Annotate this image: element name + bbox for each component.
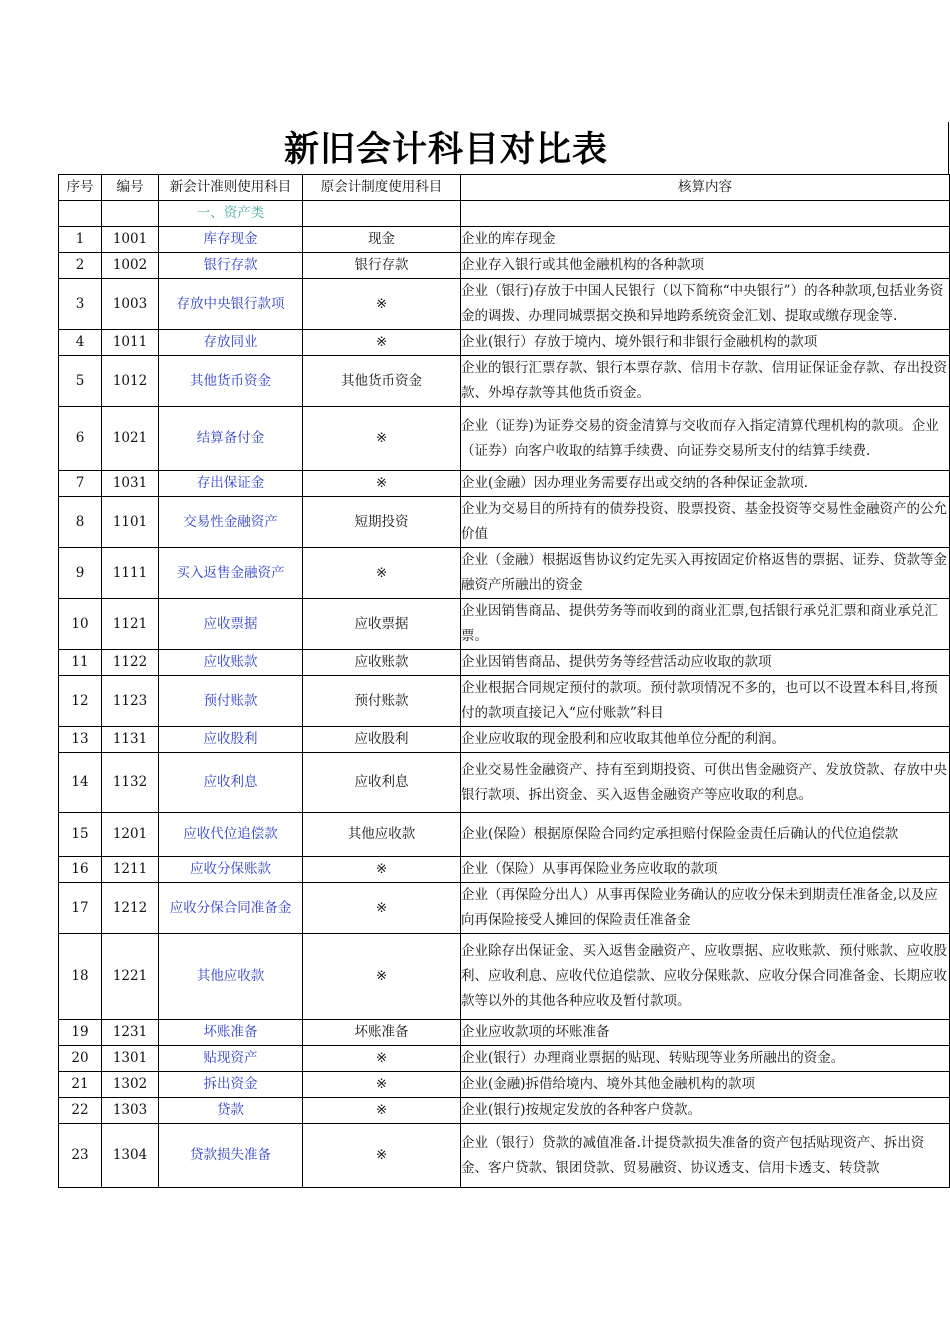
account-code: 1201 bbox=[102, 813, 159, 857]
account-content: 企业交易性金融资产、持有至到期投资、可供出售金融资产、发放贷款、存放中央银行款项、拆出资金、买入返售金融资产等应收取的利息。 bbox=[461, 753, 950, 813]
row-number: 2 bbox=[59, 253, 102, 279]
row-number: 13 bbox=[59, 727, 102, 753]
account-content: 企业(金融)拆借给境内、境外其他金融机构的款项 bbox=[461, 1072, 950, 1098]
new-account-name: 应收账款 bbox=[159, 650, 303, 676]
account-code: 1002 bbox=[102, 253, 159, 279]
account-content: 企业的银行汇票存款、银行本票存款、信用卡存款、信用证保证金存款、存出投资款、外埠存款等其他货币资金。 bbox=[461, 356, 950, 407]
account-content: 企业（保险）从事再保险业务应收取的款项 bbox=[461, 857, 950, 883]
table-row bbox=[59, 727, 950, 753]
row-number: 23 bbox=[59, 1124, 102, 1188]
table-row bbox=[59, 497, 950, 548]
account-code: 1101 bbox=[102, 497, 159, 548]
old-account-name: 应收票据 bbox=[303, 599, 461, 650]
account-code: 1031 bbox=[102, 471, 159, 497]
new-account-name: 买入返售金融资产 bbox=[159, 548, 303, 599]
table-row bbox=[59, 934, 950, 1020]
row-number: 19 bbox=[59, 1020, 102, 1046]
row-number: 9 bbox=[59, 548, 102, 599]
new-account-name: 应收利息 bbox=[159, 753, 303, 813]
table-row bbox=[59, 753, 950, 813]
row-number: 12 bbox=[59, 676, 102, 727]
account-content: 企业（金融）根据返售协议约定先买入再按固定价格返售的票据、证券、贷款等金融资产所融出的资金 bbox=[461, 548, 950, 599]
account-code: 1001 bbox=[102, 227, 159, 253]
row-number: 14 bbox=[59, 753, 102, 813]
account-content: 企业(银行)按规定发放的各种客户贷款。 bbox=[461, 1098, 950, 1124]
account-code: 1003 bbox=[102, 279, 159, 330]
account-code: 1122 bbox=[102, 650, 159, 676]
table-row bbox=[59, 1072, 950, 1098]
old-account-name: 其他货币资金 bbox=[303, 356, 461, 407]
new-account-name: 存放同业 bbox=[159, 330, 303, 356]
old-account-name: 银行存款 bbox=[303, 253, 461, 279]
account-content: 企业为交易目的所持有的债券投资、股票投资、基金投资等交易性金融资产的公允价值 bbox=[461, 497, 950, 548]
new-account-name: 拆出资金 bbox=[159, 1072, 303, 1098]
old-account-name: ※ bbox=[303, 330, 461, 356]
account-code: 1011 bbox=[102, 330, 159, 356]
account-code: 1111 bbox=[102, 548, 159, 599]
old-account-name: 应收利息 bbox=[303, 753, 461, 813]
new-account-name: 贷款 bbox=[159, 1098, 303, 1124]
table-row bbox=[59, 1046, 950, 1072]
account-content: 企业应收款项的坏账准备 bbox=[461, 1020, 950, 1046]
account-code: 1231 bbox=[102, 1020, 159, 1046]
table-row bbox=[59, 599, 950, 650]
old-account-name: ※ bbox=[303, 471, 461, 497]
new-account-name: 库存现金 bbox=[159, 227, 303, 253]
new-account-name: 应收分保账款 bbox=[159, 857, 303, 883]
border-line bbox=[948, 122, 949, 174]
account-code: 1303 bbox=[102, 1098, 159, 1124]
new-account-name: 应收代位追偿款 bbox=[159, 813, 303, 857]
new-account-name: 其他应收款 bbox=[159, 934, 303, 1020]
account-code: 1123 bbox=[102, 676, 159, 727]
account-content: 企业(银行）办理商业票据的贴现、转贴现等业务所融出的资金。 bbox=[461, 1046, 950, 1072]
category-row bbox=[59, 201, 950, 227]
table-row bbox=[59, 356, 950, 407]
table-row bbox=[59, 1124, 950, 1188]
account-code: 1121 bbox=[102, 599, 159, 650]
old-account-name: 现金 bbox=[303, 227, 461, 253]
new-account-name: 贷款损失准备 bbox=[159, 1124, 303, 1188]
table-row bbox=[59, 330, 950, 356]
old-account-name: ※ bbox=[303, 279, 461, 330]
account-content: 企业根据合同规定预付的款项。预付款项情况不多的，也可以不设置本科目,将预付的款项直接记入“应付账款”科目 bbox=[461, 676, 950, 727]
row-number: 17 bbox=[59, 883, 102, 934]
row-number: 21 bbox=[59, 1072, 102, 1098]
table-row bbox=[59, 676, 950, 727]
account-code: 1302 bbox=[102, 1072, 159, 1098]
row-number: 22 bbox=[59, 1098, 102, 1124]
row-number: 5 bbox=[59, 356, 102, 407]
account-content: 企业（再保险分出人）从事再保险业务确认的应收分保未到期责任准备金,以及应向再保险接受人摊回的保险责任准备金 bbox=[461, 883, 950, 934]
row-number: 15 bbox=[59, 813, 102, 857]
new-account-name: 预付账款 bbox=[159, 676, 303, 727]
new-account-name: 应收票据 bbox=[159, 599, 303, 650]
table-row bbox=[59, 279, 950, 330]
old-account-name: ※ bbox=[303, 1098, 461, 1124]
new-account-name: 应收分保合同准备金 bbox=[159, 883, 303, 934]
row-number: 10 bbox=[59, 599, 102, 650]
new-account-name: 贴现资产 bbox=[159, 1046, 303, 1072]
account-code: 1304 bbox=[102, 1124, 159, 1188]
old-account-name: ※ bbox=[303, 934, 461, 1020]
account-code: 1021 bbox=[102, 407, 159, 471]
table-row bbox=[59, 1020, 950, 1046]
table-row bbox=[59, 857, 950, 883]
new-account-name: 存放中央银行款项 bbox=[159, 279, 303, 330]
new-account-name: 应收股利 bbox=[159, 727, 303, 753]
account-code: 1211 bbox=[102, 857, 159, 883]
old-account-name: ※ bbox=[303, 883, 461, 934]
category-label: 一、资产类 bbox=[159, 201, 303, 227]
row-number: 18 bbox=[59, 934, 102, 1020]
header-cell-content: 核算内容 bbox=[461, 175, 950, 201]
table-row bbox=[59, 650, 950, 676]
new-account-name: 银行存款 bbox=[159, 253, 303, 279]
account-content: 企业(保险）根据原保险合同约定承担赔付保险金责任后确认的代位追偿款 bbox=[461, 813, 950, 857]
account-content: 企业因销售商品、提供劳务等经营活动应收取的款项 bbox=[461, 650, 950, 676]
page-title: 新旧会计科目对比表 bbox=[284, 130, 609, 170]
table-row bbox=[59, 407, 950, 471]
account-content: 企业（证券)为证券交易的资金清算与交收而存入指定清算代理机构的款项。企业（证券）向客户收取的结算手续费、向证券交易所支付的结算手续费. bbox=[461, 407, 950, 471]
old-account-name: 应收股利 bbox=[303, 727, 461, 753]
table-row bbox=[59, 1098, 950, 1124]
old-account-name: 短期投资 bbox=[303, 497, 461, 548]
account-content: 企业(金融）因办理业务需要存出或交纳的各种保证金款项. bbox=[461, 471, 950, 497]
new-account-name: 结算备付金 bbox=[159, 407, 303, 471]
old-account-name: ※ bbox=[303, 1046, 461, 1072]
account-code: 1012 bbox=[102, 356, 159, 407]
row-number: 8 bbox=[59, 497, 102, 548]
old-account-name: 其他应收款 bbox=[303, 813, 461, 857]
old-account-name: 坏账准备 bbox=[303, 1020, 461, 1046]
table-row bbox=[59, 253, 950, 279]
table-row bbox=[59, 813, 950, 857]
account-code: 1301 bbox=[102, 1046, 159, 1072]
new-account-name: 交易性金融资产 bbox=[159, 497, 303, 548]
row-number: 1 bbox=[59, 227, 102, 253]
account-code: 1221 bbox=[102, 934, 159, 1020]
row-number: 16 bbox=[59, 857, 102, 883]
row-number: 11 bbox=[59, 650, 102, 676]
account-content: 企业（银行）贷款的减值准备.计提贷款损失准备的资产包括贴现资产、拆出资金、客户贷款、银团贷款、贸易融资、协议透支、信用卡透支、转贷款 bbox=[461, 1124, 950, 1188]
header-cell-new-account: 新会计准则使用科目 bbox=[159, 175, 303, 201]
old-account-name: 预付账款 bbox=[303, 676, 461, 727]
account-content: 企业应收取的现金股利和应收取其他单位分配的利润。 bbox=[461, 727, 950, 753]
old-account-name: ※ bbox=[303, 1072, 461, 1098]
table-row bbox=[59, 227, 950, 253]
row-number: 6 bbox=[59, 407, 102, 471]
account-content: 企业因销售商品、提供劳务等而收到的商业汇票,包括银行承兑汇票和商业承兑汇票。 bbox=[461, 599, 950, 650]
account-code: 1212 bbox=[102, 883, 159, 934]
account-content: 企业除存出保证金、买入返售金融资产、应收票据、应收账款、预付账款、应收股利、应收利息、应收代位追偿款、应收分保账款、应收分保合同准备金、长期应收款等以外的其他各种应收及暂付款项。 bbox=[461, 934, 950, 1020]
header-row bbox=[59, 175, 950, 201]
table-row bbox=[59, 883, 950, 934]
table-row bbox=[59, 548, 950, 599]
new-account-name: 其他货币资金 bbox=[159, 356, 303, 407]
old-account-name: ※ bbox=[303, 548, 461, 599]
old-account-name: ※ bbox=[303, 857, 461, 883]
row-number: 4 bbox=[59, 330, 102, 356]
row-number: 3 bbox=[59, 279, 102, 330]
row-number: 20 bbox=[59, 1046, 102, 1072]
account-content: 企业的库存现金 bbox=[461, 227, 950, 253]
header-cell-no: 序号 bbox=[59, 175, 102, 201]
header-cell-code: 编号 bbox=[102, 175, 159, 201]
account-content: 企业存入银行或其他金融机构的各种款项 bbox=[461, 253, 950, 279]
new-account-name: 存出保证金 bbox=[159, 471, 303, 497]
old-account-name: 应收账款 bbox=[303, 650, 461, 676]
header-cell-old-account: 原会计制度使用科目 bbox=[303, 175, 461, 201]
row-number: 7 bbox=[59, 471, 102, 497]
new-account-name: 坏账准备 bbox=[159, 1020, 303, 1046]
account-code: 1132 bbox=[102, 753, 159, 813]
table-row bbox=[59, 471, 950, 497]
old-account-name: ※ bbox=[303, 1124, 461, 1188]
account-code: 1131 bbox=[102, 727, 159, 753]
account-content: 企业(银行）存放于境内、境外银行和非银行金融机构的款项 bbox=[461, 330, 950, 356]
comparison-table bbox=[58, 174, 950, 1188]
account-content: 企业（银行)存放于中国人民银行（以下简称“中央银行”）的各种款项,包括业务资金的调拨、办理同城票据交换和异地跨系统资金汇划、提取或缴存现金等. bbox=[461, 279, 950, 330]
old-account-name: ※ bbox=[303, 407, 461, 471]
